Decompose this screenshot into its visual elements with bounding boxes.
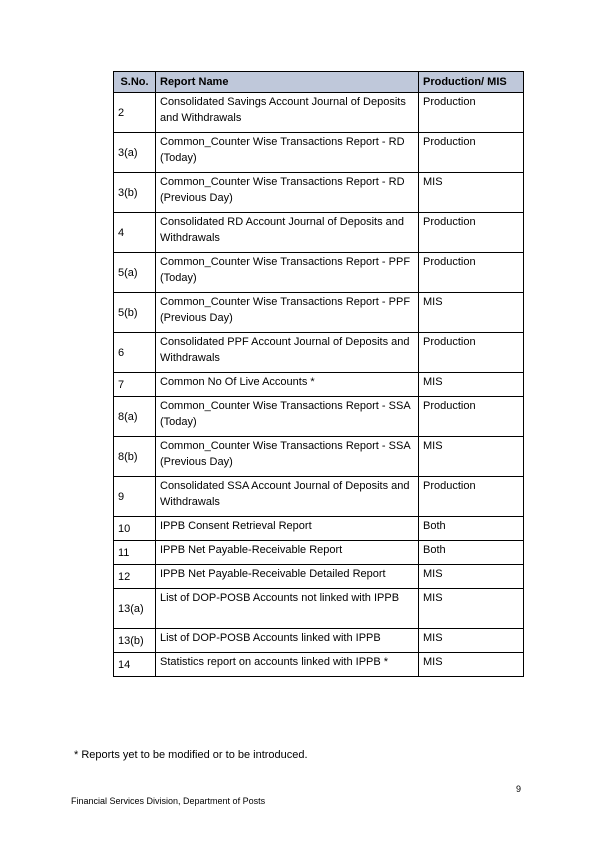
row-report-name: Consolidated PPF Account Journal of Deposits and Withdrawals xyxy=(156,333,419,373)
row-type: MIS xyxy=(419,437,524,477)
row-type: MIS xyxy=(419,589,524,629)
row-report-name: Common_Counter Wise Transactions Report - RD (Today) xyxy=(156,133,419,173)
row-report-name: Common_Counter Wise Transactions Report - PPF (Previous Day) xyxy=(156,293,419,333)
reports-table xyxy=(113,71,524,677)
header-sno: S.No. xyxy=(114,72,156,93)
table-row xyxy=(114,565,524,589)
table-row xyxy=(114,333,524,373)
row-type: MIS xyxy=(419,173,524,213)
row-type: Production xyxy=(419,253,524,293)
row-sno: 6 xyxy=(114,333,156,373)
row-sno: 7 xyxy=(114,373,156,397)
row-sno: 8(b) xyxy=(114,437,156,477)
row-report-name: Common_Counter Wise Transactions Report - SSA (Previous Day) xyxy=(156,437,419,477)
row-type: Both xyxy=(419,517,524,541)
row-sno: 5(b) xyxy=(114,293,156,333)
footnote: * Reports yet to be modified or to be introduced. xyxy=(74,749,308,761)
row-report-name: Common_Counter Wise Transactions Report - PPF (Today) xyxy=(156,253,419,293)
page-number: 9 xyxy=(516,784,522,794)
row-report-name: Common_Counter Wise Transactions Report - SSA (Today) xyxy=(156,397,419,437)
row-sno: 4 xyxy=(114,213,156,253)
row-type: MIS xyxy=(419,653,524,677)
table-row xyxy=(114,213,524,253)
table-row xyxy=(114,541,524,565)
row-type: Production xyxy=(419,133,524,173)
row-report-name: Common_Counter Wise Transactions Report - RD (Previous Day) xyxy=(156,173,419,213)
table-row xyxy=(114,93,524,133)
table-row xyxy=(114,589,524,629)
table-row xyxy=(114,133,524,173)
table-row xyxy=(114,373,524,397)
table-row xyxy=(114,517,524,541)
row-sno: 13(b) xyxy=(114,629,156,653)
page-footer: Financial Services Division, Department of Posts xyxy=(71,796,266,806)
row-type: Production xyxy=(419,213,524,253)
table-row xyxy=(114,397,524,437)
table-row xyxy=(114,629,524,653)
table-row xyxy=(114,173,524,213)
row-report-name: IPPB Net Payable-Receivable Report xyxy=(156,541,419,565)
row-type: MIS xyxy=(419,373,524,397)
row-report-name: Common No Of Live Accounts * xyxy=(156,373,419,397)
row-sno: 12 xyxy=(114,565,156,589)
row-type: Production xyxy=(419,93,524,133)
table-row xyxy=(114,253,524,293)
row-sno: 5(a) xyxy=(114,253,156,293)
row-type: MIS xyxy=(419,629,524,653)
row-type: Production xyxy=(419,397,524,437)
header-production-mis: Production/ MIS xyxy=(419,72,524,93)
row-report-name: Consolidated RD Account Journal of Deposits and Withdrawals xyxy=(156,213,419,253)
row-type: MIS xyxy=(419,565,524,589)
row-type: Production xyxy=(419,333,524,373)
row-sno: 9 xyxy=(114,477,156,517)
row-sno: 3(b) xyxy=(114,173,156,213)
row-sno: 3(a) xyxy=(114,133,156,173)
row-sno: 11 xyxy=(114,541,156,565)
table-header-row xyxy=(114,72,524,93)
row-sno: 2 xyxy=(114,93,156,133)
table-row xyxy=(114,293,524,333)
table-row xyxy=(114,437,524,477)
row-report-name: Consolidated SSA Account Journal of Deposits and Withdrawals xyxy=(156,477,419,517)
row-sno: 10 xyxy=(114,517,156,541)
row-sno: 8(a) xyxy=(114,397,156,437)
row-report-name: List of DOP-POSB Accounts not linked with IPPB xyxy=(156,589,419,629)
row-report-name: Consolidated Savings Account Journal of Deposits and Withdrawals xyxy=(156,93,419,133)
row-type: Production xyxy=(419,477,524,517)
row-type: MIS xyxy=(419,293,524,333)
row-report-name: IPPB Consent Retrieval Report xyxy=(156,517,419,541)
row-type: Both xyxy=(419,541,524,565)
row-report-name: IPPB Net Payable-Receivable Detailed Report xyxy=(156,565,419,589)
row-sno: 14 xyxy=(114,653,156,677)
table-row xyxy=(114,477,524,517)
row-report-name: Statistics report on accounts linked with IPPB * xyxy=(156,653,419,677)
header-report-name: Report Name xyxy=(156,72,419,93)
row-sno: 13(a) xyxy=(114,589,156,629)
row-report-name: List of DOP-POSB Accounts linked with IPPB xyxy=(156,629,419,653)
table-row xyxy=(114,653,524,677)
